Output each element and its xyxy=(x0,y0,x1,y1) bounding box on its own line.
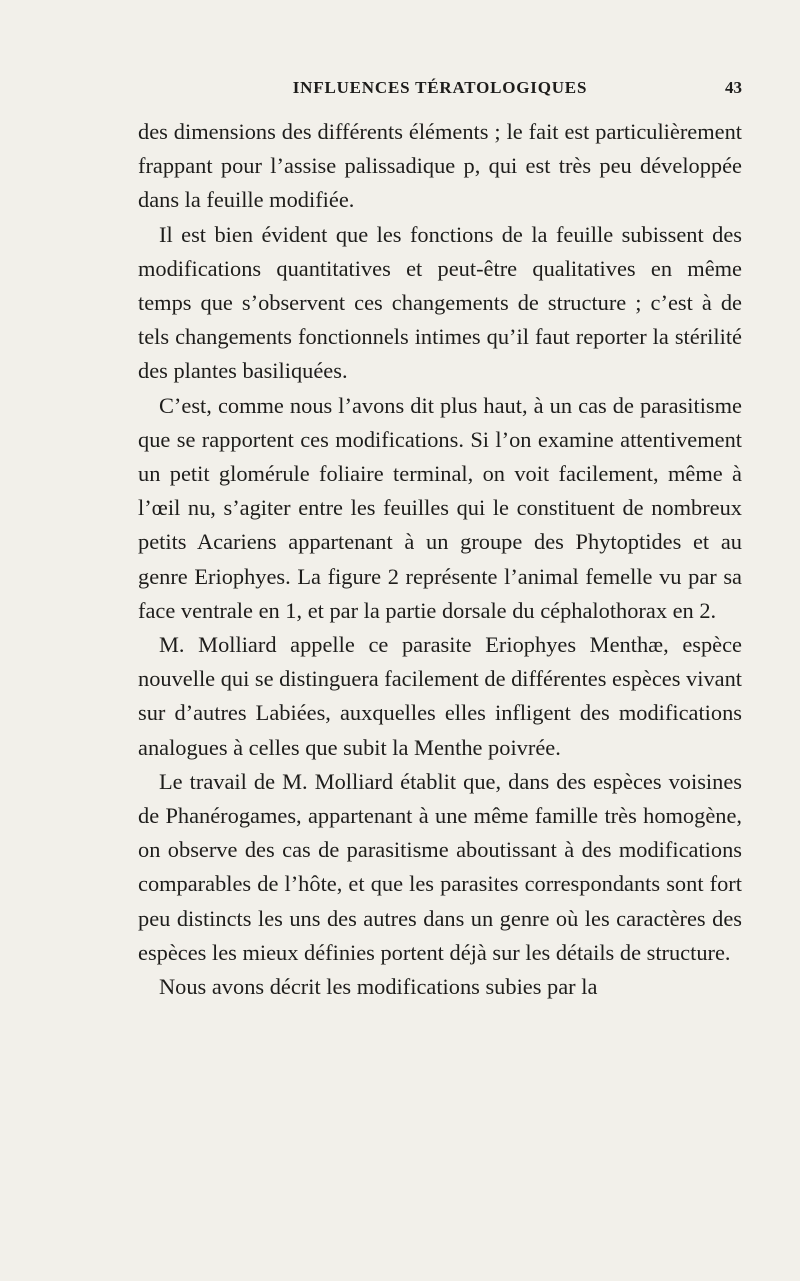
paragraph-molliard-parasite: M. Molliard appelle ce parasite Eriophyes Menthæ, espèce nouvelle qui se distinguera facilement de différentes espèces vivant sur d’autres Labiées, auxquelles elles infligent des modifications analogues à celles que subit la Menthe poivrée. xyxy=(138,632,742,760)
running-title: INFLUENCES TÉRATOLOGIQUES xyxy=(292,78,588,97)
running-head xyxy=(138,76,742,100)
paragraph-travail-molliard: Le travail de M. Molliard établit que, dans des espèces voisines de Phanérogames, appartenant à une même famille très homogène, on observe des cas de parasitisme aboutissant à des modifications comparables de l’hôte, et que les parasites correspondants sont fort peu distincts les uns des autres dans un genre où les caractères des espèces les mieux définies portent déjà sur les détails de structure. xyxy=(138,768,742,965)
paragraph-parasitisme: C’est, comme nous l’avons dit plus haut, à un cas de parasitisme que se rapportent ces modifications. Si l’on examine attentivement un petit glomérule foliaire terminal, on voit facilement, même à l’œil nu, s’agiter entre les feuilles qui le constituent de nombreux petits Acariens appartenant à un groupe des Phytoptides et au genre Eriophyes. La figure 2 représente l’animal femelle vu par sa face ventrale en 1, et par la partie dorsale du céphalothorax en 2. xyxy=(138,392,742,623)
paragraph-final: Nous avons décrit les modifications subies par la xyxy=(159,974,598,1000)
paragraph-continued: des dimensions des différents éléments ; le fait est particulièrement frappant pour l’assise palissadique p, qui est très peu développée dans la feuille modifiée. xyxy=(138,119,742,213)
page-number: 43 xyxy=(725,78,742,97)
paragraph-fonctions: Il est bien évident que les fonctions de la feuille subissent des modifications quantitatives et peut-être qualitatives en même temps que s’observent ces changements de structure ; c’est à de tels changements fonctionnels intimes qu’il faut reporter la stérilité des plantes basiliquées. xyxy=(138,221,742,384)
body-text xyxy=(138,115,742,1004)
